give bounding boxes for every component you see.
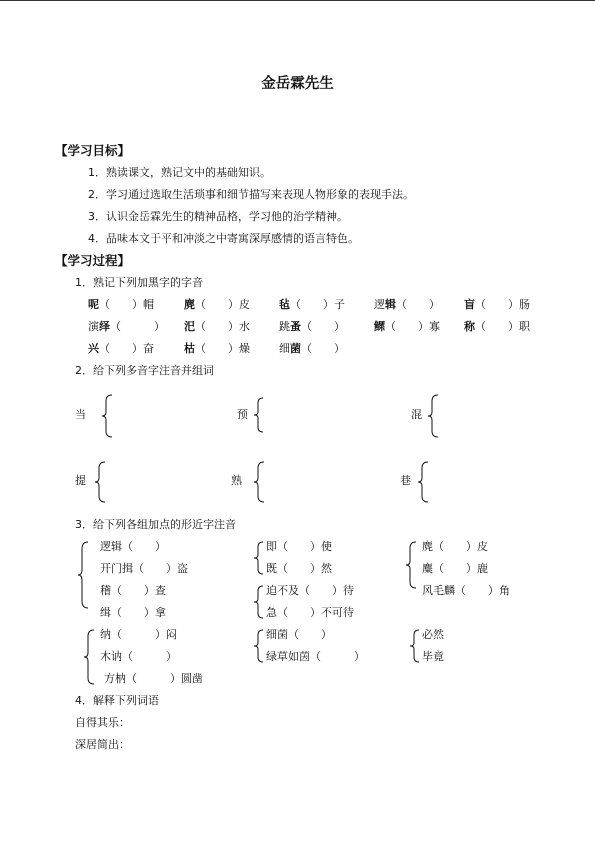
shape-item: 风毛麟（ ）角: [422, 584, 510, 597]
polyphone-char: 熟: [231, 474, 242, 487]
polyphone-char: 当: [75, 408, 86, 421]
goal-item: 1．熟读课文，熟记文中的基础知识。: [88, 166, 271, 179]
brace-icon: [252, 628, 266, 664]
pinyin-item: 盲（ ）肠: [464, 298, 530, 311]
pinyin-item: 细菌（ ）: [279, 342, 345, 355]
brace-icon: [76, 540, 92, 610]
brace-icon: [252, 396, 266, 434]
shape-item: 细菌（ ）: [266, 628, 332, 641]
term-item: 自得其乐：: [75, 716, 130, 729]
goals-heading: 【学习目标】: [55, 143, 131, 158]
brace-icon: [408, 628, 422, 664]
shape-item: 即（ ）使: [266, 540, 332, 553]
shape-item: 麂（ ）皮: [422, 540, 488, 553]
shape-item: 麋（ ）鹿: [422, 562, 488, 575]
brace-icon: [82, 628, 98, 686]
q2-heading: 2．给下列多音字注音并组词: [75, 364, 214, 377]
shape-item: 方枘（ ）圆凿: [104, 672, 203, 685]
brace-icon: [252, 584, 266, 620]
pinyin-item: 兴（ ）奋: [88, 342, 154, 355]
shape-item: 必然: [422, 628, 444, 641]
shape-item: 绿草如茵（ ）: [266, 650, 365, 663]
header-rule: [0, 0, 595, 1]
polyphone-char: 巷: [400, 474, 411, 487]
brace-icon: [100, 393, 116, 439]
q3-heading: 3．给下列各组加点的形近字注音: [75, 518, 236, 531]
shape-item: 急（ ）不可待: [266, 606, 354, 619]
brace-icon: [426, 393, 442, 439]
goal-item: 4．品味本文于平和冲淡之中寄寓深厚感情的语言特色。: [88, 232, 359, 245]
shape-item: 毕竟: [422, 650, 444, 663]
pinyin-item: 毡（ ）子: [279, 298, 345, 311]
brace-icon: [252, 460, 268, 504]
pinyin-item: 称（ ）职: [464, 320, 530, 333]
goal-item: 2．学习通过选取生活琐事和细节描写来表现人物形象的表现手法。: [88, 188, 414, 201]
pinyin-item: 演绎（ ）: [88, 320, 165, 333]
pinyin-item: 麂（ ）皮: [184, 298, 250, 311]
brace-icon: [404, 540, 420, 590]
process-heading: 【学习过程】: [55, 253, 131, 268]
polyphone-char: 预: [237, 408, 248, 421]
shape-item: 迫不及（ ）待: [266, 584, 354, 597]
shape-item: 既（ ）然: [266, 562, 332, 575]
pinyin-item: 跳蚤（ ）: [279, 320, 345, 333]
pinyin-item: 枯（ ）燥: [184, 342, 250, 355]
shape-item: 稽（ ）查: [100, 584, 166, 597]
polyphone-char: 混: [411, 408, 422, 421]
brace-icon: [252, 540, 266, 576]
shape-item: 开门揖（ ）盗: [100, 562, 188, 575]
brace-icon: [416, 460, 432, 504]
page-title: 金岳霖先生: [261, 76, 334, 92]
pinyin-item: 呢（ ）帽: [88, 298, 154, 311]
shape-item: 纳（ ）闷: [100, 628, 177, 641]
shape-item: 木讷（ ）: [100, 650, 177, 663]
term-item: 深居简出：: [75, 738, 130, 751]
shape-item: 缉（ ）拿: [100, 606, 166, 619]
brace-icon: [93, 460, 109, 504]
shape-item: 逻辑（ ）: [100, 540, 166, 553]
polyphone-char: 提: [75, 474, 86, 487]
goal-item: 3．认识金岳霖先生的精神品格，学习他的治学精神。: [88, 210, 348, 223]
q1-heading: 1．熟记下列加黑字的字音: [75, 276, 203, 289]
q4-heading: 4．解释下列词语: [75, 694, 159, 707]
pinyin-item: 鳏（ ）寡: [374, 320, 440, 333]
pinyin-item: 逻辑（ ）: [374, 298, 440, 311]
pinyin-item: 汜（ ）水: [184, 320, 250, 333]
